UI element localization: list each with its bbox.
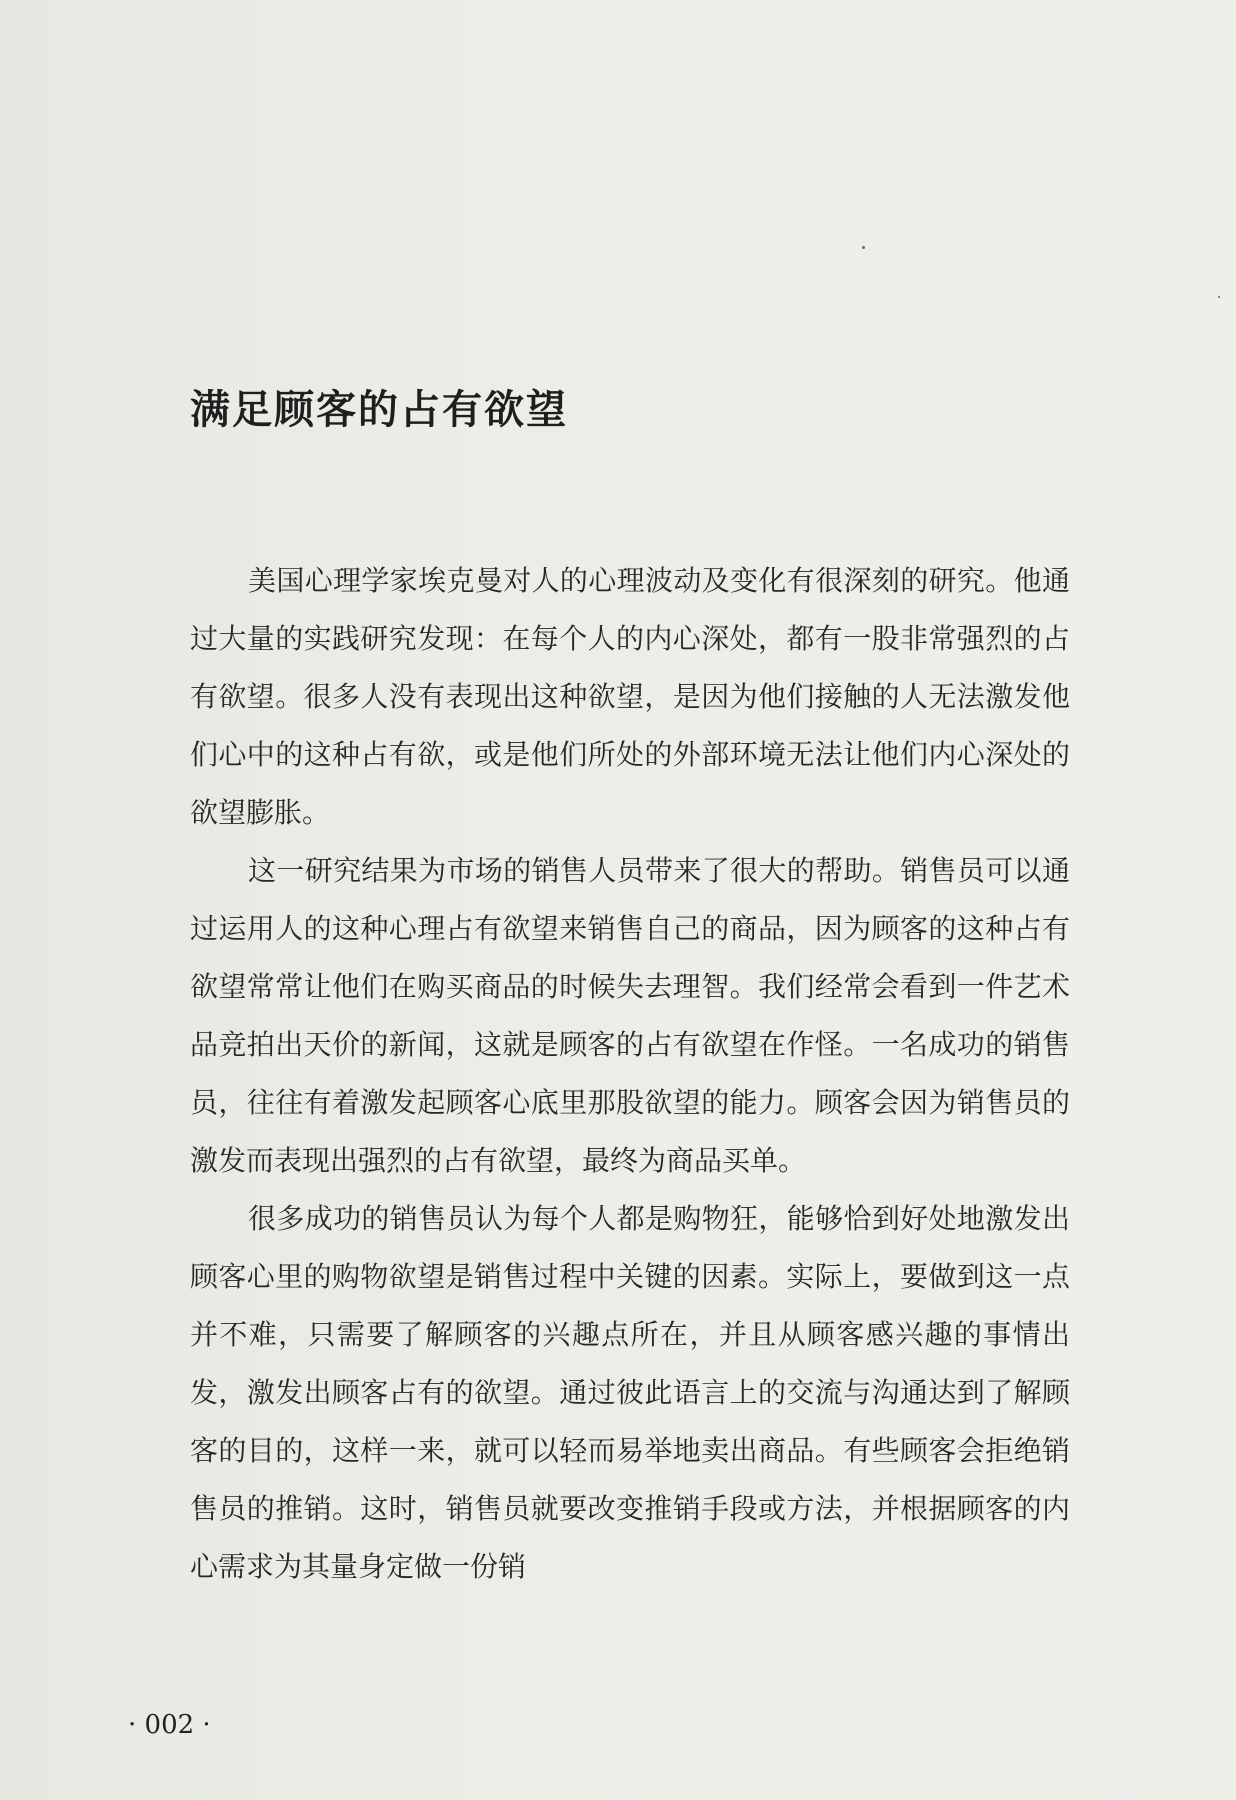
paragraph: 美国心理学家埃克曼对人的心理波动及变化有很深刻的研究。他通过大量的实践研究发现：在每个人的内心深处，都有一股非常强烈的占有欲望。很多人没有表现出这种欲望，是因为他们接触的人无法激发他们心中的这种占有欲，或是他们所处的外部环境无法让他们内心深处的欲望膨胀。 bbox=[190, 564, 1070, 829]
body-text bbox=[190, 552, 1070, 1596]
paragraph: 很多成功的销售员认为每个人都是购物狂，能够恰到好处地激发出顾客心里的购物欲望是销售过程中关键的因素。实际上，要做到这一点并不难，只需要了解顾客的兴趣点所在，并且从顾客感兴趣的事情出发，激发出顾客占有的欲望。通过彼此语言上的交流与沟通达到了解顾客的目的，这样一来，就可以轻而易举地卖出商品。有些顾客会拒绝销售员的推销。这时，销售员就要改变推销手段或方法，并根据顾客的内心需求为其量身定做一份销 bbox=[190, 1202, 1070, 1583]
page-title: 满足顾客的占有欲望 bbox=[190, 387, 568, 433]
paper-speck bbox=[1218, 296, 1220, 298]
page-number: · 002 · bbox=[128, 1710, 211, 1740]
paper-speck bbox=[862, 246, 865, 249]
paragraph: 这一研究结果为市场的销售人员带来了很大的帮助。销售员可以通过运用人的这种心理占有欲望来销售自己的商品，因为顾客的这种占有欲望常常让他们在购买商品的时候失去理智。我们经常会看到一件艺术品竞拍出天价的新闻，这就是顾客的占有欲望在作怪。一名成功的销售员，往往有着激发起顾客心底里那股欲望的能力。顾客会因为销售员的激发而表现出强烈的占有欲望，最终为商品买单。 bbox=[190, 854, 1070, 1177]
